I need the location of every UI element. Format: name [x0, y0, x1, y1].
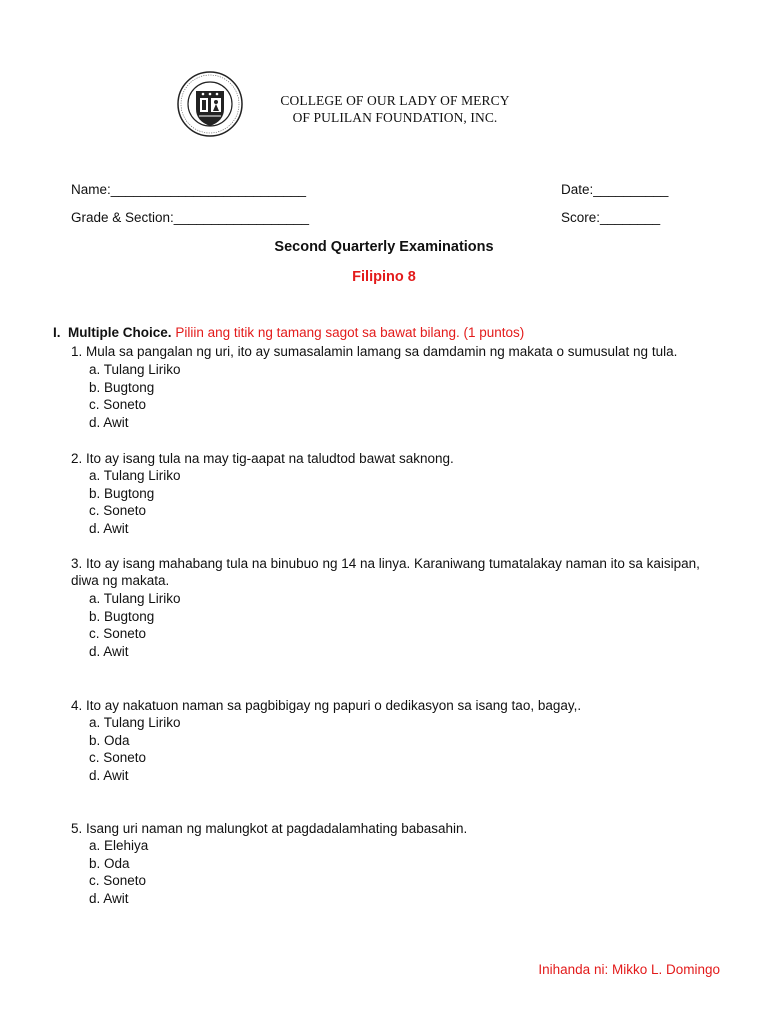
question-2-option-a[interactable]: a. Tulang Liriko [89, 468, 181, 483]
question-3-text-continued: diwa ng makata. [71, 573, 170, 588]
date-field[interactable]: Date:__________ [561, 182, 669, 197]
prepared-by-footer: Inihanda ni: Mikko L. Domingo [538, 962, 720, 977]
school-name-line2: OF PULILAN FOUNDATION, INC. [292, 110, 498, 125]
question-5-option-c[interactable]: c. Soneto [89, 873, 147, 888]
question-4-text: 4. Ito ay nakatuon naman sa pagbibigay ng papuri o dedikasyon sa isang tao, bagay,. [71, 698, 582, 713]
section-heading: Multiple Choice. [68, 325, 172, 340]
question-5-text: 5. Isang uri naman ng malungkot at pagdadalamhating babasahin. [71, 821, 468, 836]
instruction-text: Piliin ang titik ng tamang sagot sa bawat bilang. (1 puntos) [175, 325, 525, 340]
question-1-option-a[interactable]: a. Tulang Liriko [89, 362, 181, 377]
question-2-text: 2. Ito ay isang tula na may tig-aapat na taludtod bawat saknong. [71, 451, 454, 466]
question-4-option-b[interactable]: b. Oda [89, 733, 130, 748]
score-field[interactable]: Score:________ [561, 210, 661, 225]
exam-title: Second Quarterly Examinations [274, 239, 494, 255]
question-1-option-d[interactable]: d. Awit [89, 415, 129, 430]
question-3-option-b[interactable]: b. Bugtong [89, 609, 155, 624]
question-3-option-c[interactable]: c. Soneto [89, 626, 147, 641]
question-2-option-b[interactable]: b. Bugtong [89, 486, 155, 501]
school-name-line1: COLLEGE OF OUR LADY OF MERCY [280, 93, 510, 108]
question-4-option-c[interactable]: c. Soneto [89, 750, 147, 765]
question-2-option-d[interactable]: d. Awit [89, 521, 129, 536]
question-5-option-b[interactable]: b. Oda [89, 856, 130, 871]
question-2-option-c[interactable]: c. Soneto [89, 503, 147, 518]
question-3-option-a[interactable]: a. Tulang Liriko [89, 591, 181, 606]
section-numeral: I. [53, 325, 61, 340]
section-instruction [53, 325, 524, 340]
grade-section-field[interactable]: Grade & Section:__________________ [71, 210, 309, 225]
subject-title: Filipino 8 [352, 269, 416, 285]
question-4-option-a[interactable]: a. Tulang Liriko [89, 715, 181, 730]
question-5-option-a[interactable]: a. Elehiya [89, 838, 149, 853]
question-5-option-d[interactable]: d. Awit [89, 891, 129, 906]
question-3-option-d[interactable]: d. Awit [89, 644, 129, 659]
question-1-option-b[interactable]: b. Bugtong [89, 380, 155, 395]
name-field[interactable]: Name:__________________________ [71, 182, 306, 197]
question-1-text: 1. Mula sa pangalan ng uri, ito ay sumasalamin lamang sa damdamin ng makata o sumusulat ng tula. [71, 344, 678, 359]
question-3-text: 3. Ito ay isang mahabang tula na binubuo ng 14 na linya. Karaniwang tumatalakay naman ito sa kaisipan, [71, 556, 700, 571]
question-4-option-d[interactable]: d. Awit [89, 768, 129, 783]
question-1-option-c[interactable]: c. Soneto [89, 397, 147, 412]
